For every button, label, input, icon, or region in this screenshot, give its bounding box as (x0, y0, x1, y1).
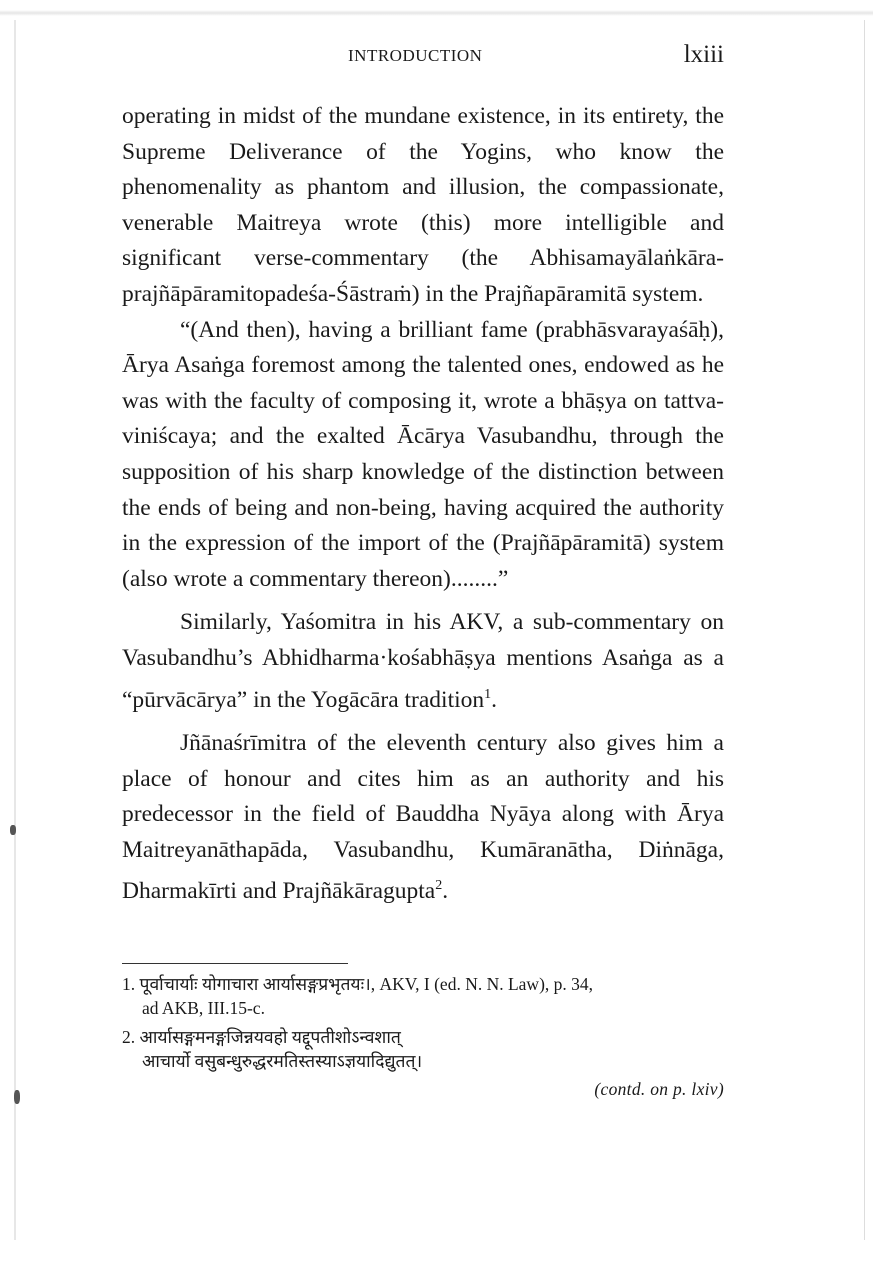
footnote-1-line-1: पूर्वाचार्याः योगाचारा आर्यासङ्गप्रभृतयः।, AKV, I (ed. N. N. Law), p. 34, (139, 974, 594, 994)
scan-artifact (14, 1090, 20, 1104)
footnote-ref-2[interactable]: 2 (435, 878, 443, 894)
footnote-1-number: 1. (122, 974, 136, 994)
footnote-2-line-1: आर्यासङ्गमनङ्गजिन्नयवहो यद्दूपतीशोऽन्वशात् (139, 1027, 401, 1047)
footnote-2 (122, 1025, 724, 1073)
page-top-edge (0, 10, 873, 16)
running-header (122, 41, 724, 74)
footnote-1 (122, 972, 724, 1020)
main-text (122, 99, 724, 910)
footnote-2-line-2: आचार्यो वसुबन्धुरुद्धरमतिस्तस्याऽज्ञयादिद्युतत्। (142, 1051, 423, 1071)
running-head-title: INTRODUCTION (348, 46, 483, 65)
paragraph-4-text: Jñānaśrīmitra of the eleventh century also gives him a place of honour and cites him as an authority and his predecessor in the field of Bauddha Nyāya along with Ārya Maitreyanāthapāda, Vasubandhu, Kumāranātha, Diṅnāga, Dharmakīrti and Prajñākāragupta (122, 729, 724, 905)
footnote-1-line-2: ad AKB, III.15-c. (142, 998, 265, 1018)
paragraph-3-text: Similarly, Yaśomitra in his AKV, a sub-commentary on Vasubandhu’s Abhidharma·kośabhāṣya mentions Asaṅga as a “pūrvācārya” in the Yogācāra tradition (122, 609, 724, 713)
page-number: lxiii (683, 41, 724, 68)
paragraph-4-end: . (442, 878, 449, 905)
scan-artifact (10, 825, 16, 835)
paragraph-4 (122, 726, 724, 910)
footnote-2-number: 2. (122, 1027, 136, 1047)
paragraph-3 (122, 605, 724, 718)
footnote-ref-1[interactable]: 1 (484, 686, 492, 702)
page-right-edge (864, 20, 865, 1240)
footnote-divider (122, 963, 348, 964)
paragraph-3-end: . (491, 686, 498, 713)
page-left-edge (14, 20, 16, 1240)
paragraph-1: operating in midst of the mundane existence, in its entirety, the Supreme Deliverance of the Yogins, who know the phenomenality as phantom and illusion, the compassionate, venerable Maitreya wrote (this) more intelligible and significant verse-commentary (the Abhisamayālaṅkāra-prajñāpāramitopadeśa-Śāstraṁ) in the Prajñapāramitā system. (122, 103, 724, 307)
footnotes (122, 972, 724, 1078)
continuation-note: (contd. on p. lxiv) (594, 1079, 724, 1099)
paragraph-2: “(And then), having a brilliant fame (prabhāsvarayaśāḥ), Ārya Asaṅga foremost among the talented ones, endowed as he was with the faculty of composing it, wrote a bhāṣya on tattva-viniścaya; and the exalted Ācārya Vasubandhu, through the supposition of his sharp knowledge of the distinction between the ends of being and non-being, having acquired the authority in the expression of the import of the (Prajñāpāramitā) system (also wrote a commentary thereon)........” (122, 316, 724, 592)
